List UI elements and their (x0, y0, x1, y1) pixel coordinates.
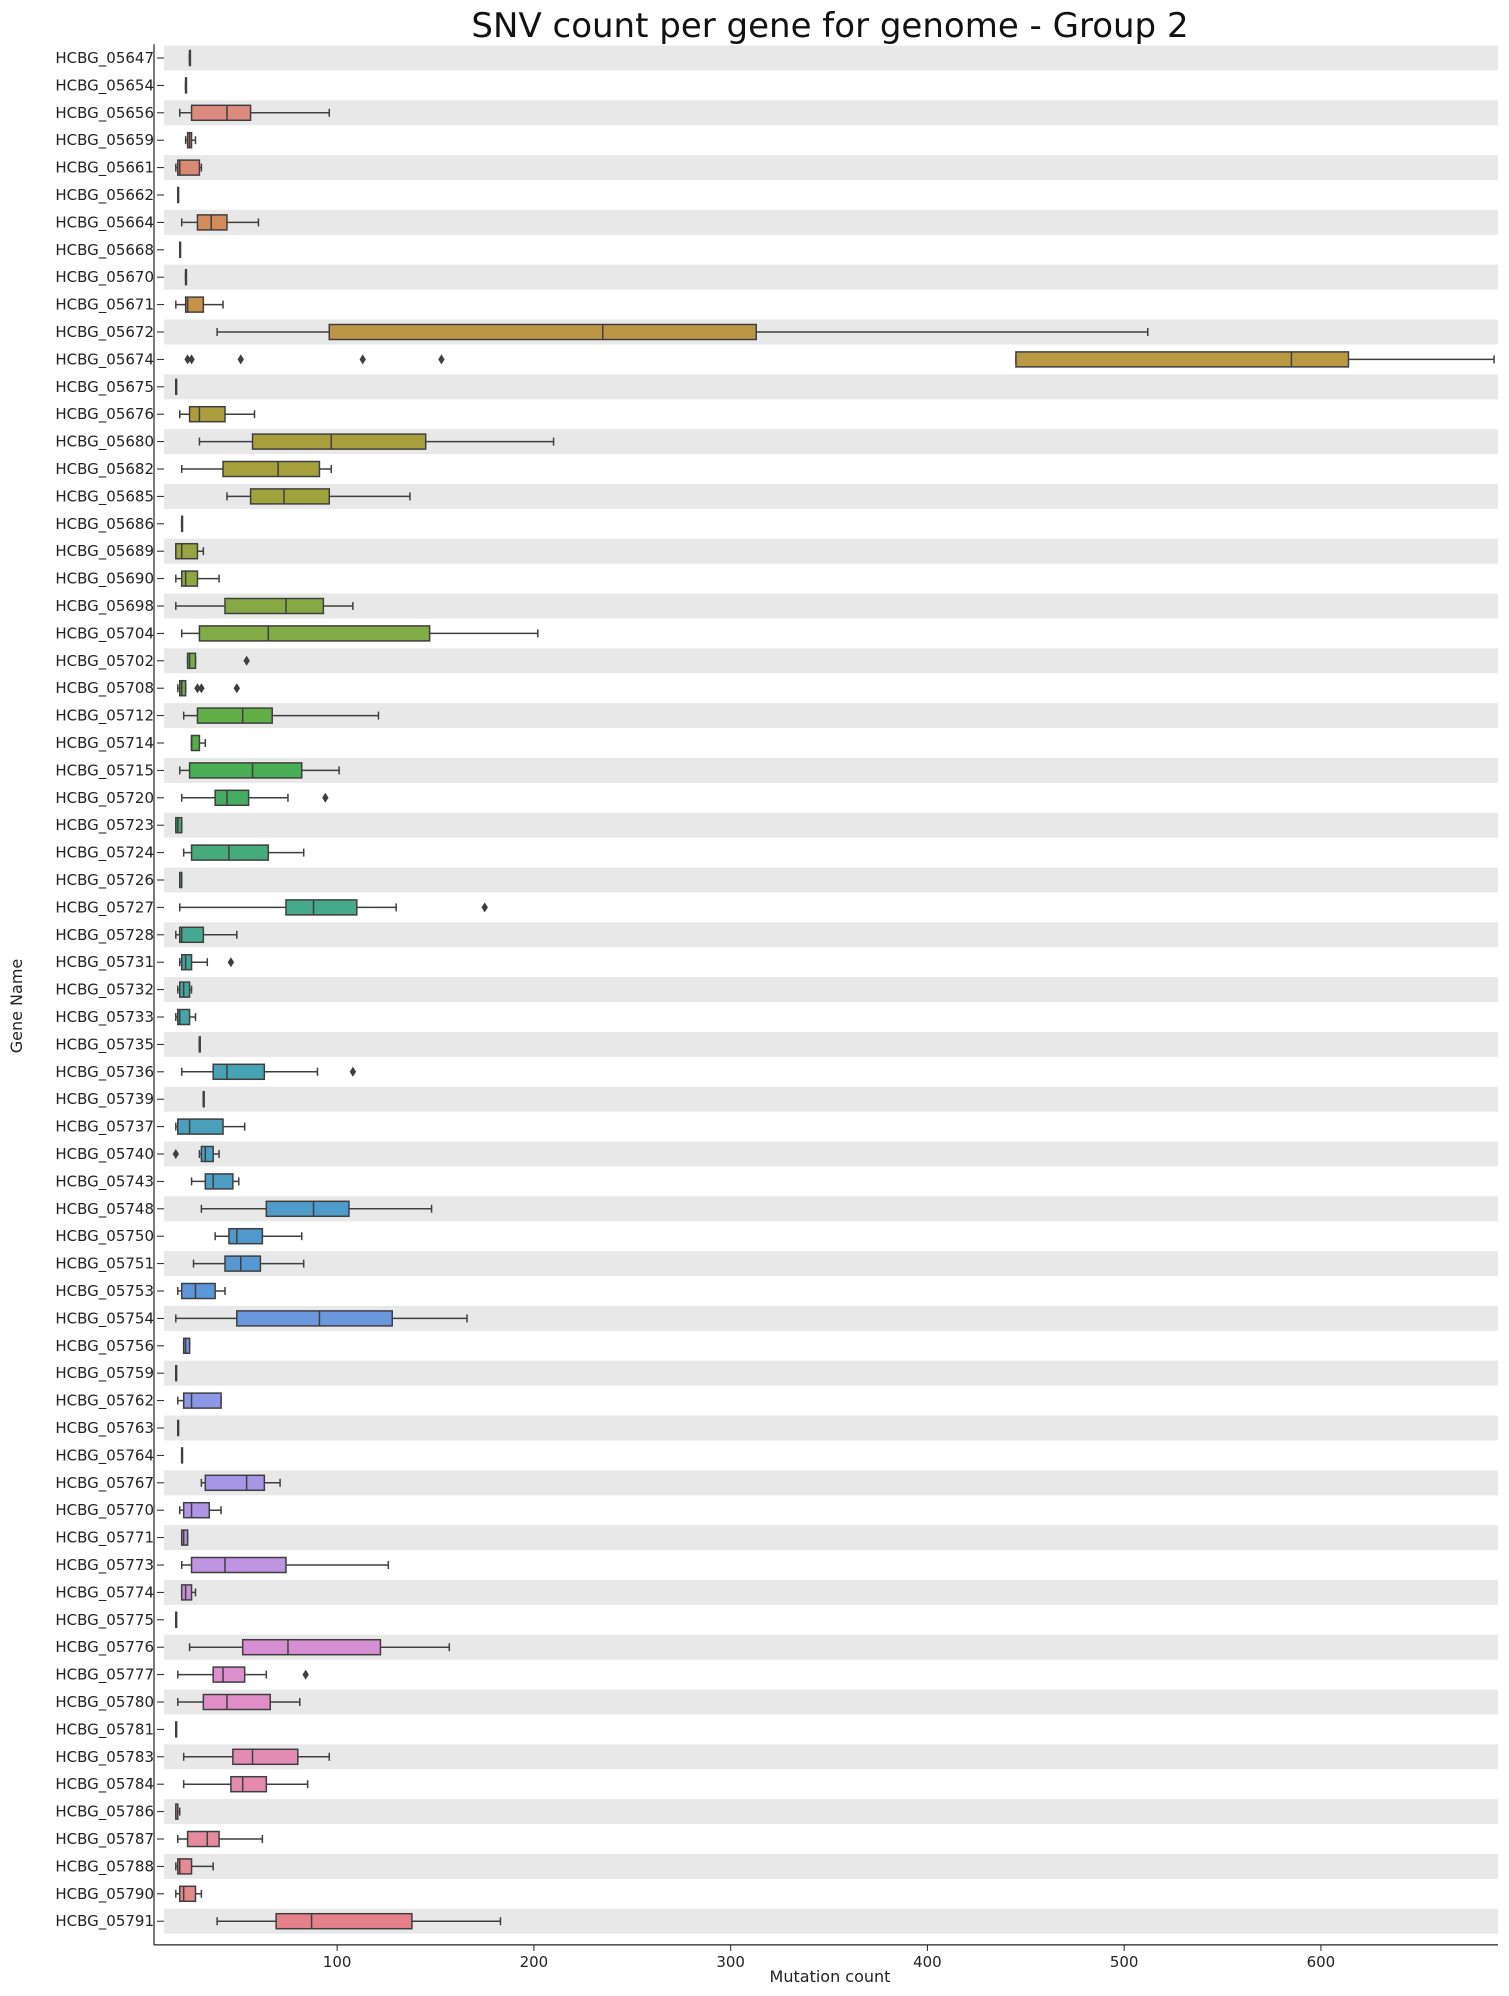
outlier-point (228, 957, 234, 967)
y-tick-label: HCBG_05791 (55, 1912, 154, 1931)
y-tick-label: HCBG_05750 (55, 1227, 154, 1246)
box-hcbg_05770 (180, 1503, 221, 1518)
y-tick-label: HCBG_05771 (55, 1528, 154, 1547)
y-tick-label: HCBG_05702 (55, 651, 154, 670)
box-iqr (188, 1832, 219, 1847)
box-iqr (237, 1311, 392, 1326)
box-iqr (197, 215, 227, 230)
y-tick-label: HCBG_05704 (55, 624, 154, 643)
y-tick-label: HCBG_05690 (55, 569, 154, 588)
box-iqr (178, 1119, 223, 1134)
box-iqr (205, 1475, 264, 1490)
box-iqr (190, 763, 302, 778)
x-tick-label: 200 (519, 1952, 549, 1971)
box-hcbg_05775 (176, 1612, 177, 1627)
box-iqr (243, 1640, 381, 1655)
y-tick-label: HCBG_05756 (55, 1336, 154, 1355)
y-tick-label: HCBG_05682 (55, 460, 154, 478)
row-band (164, 155, 1498, 180)
y-tick-label: HCBG_05787 (55, 1830, 154, 1848)
row-band (164, 1032, 1498, 1057)
box-iqr (190, 407, 225, 422)
y-tick-label: HCBG_05670 (55, 268, 154, 287)
box-iqr (182, 1530, 188, 1545)
box-hcbg_05764 (182, 1448, 183, 1463)
box-iqr (180, 1886, 196, 1901)
row-band (164, 594, 1498, 619)
y-tick-label: HCBG_05763 (55, 1419, 154, 1437)
y-tick-label: HCBG_05714 (55, 734, 154, 752)
box-hcbg_05690 (176, 571, 219, 586)
y-tick-label: HCBG_05736 (55, 1062, 154, 1081)
box-iqr (182, 955, 192, 970)
y-axis-label: Gene Name (7, 958, 26, 1054)
box-iqr (266, 1201, 349, 1216)
outlier-point (234, 683, 240, 693)
box-hcbg_05763 (178, 1421, 179, 1436)
y-tick-label: HCBG_05773 (55, 1556, 154, 1574)
box-iqr (192, 1558, 286, 1573)
row-band (164, 265, 1498, 290)
y-tick-label: HCBG_05674 (55, 350, 154, 369)
x-tick-label: 100 (322, 1952, 352, 1971)
row-band (164, 210, 1498, 235)
box-hcbg_05659 (186, 133, 196, 148)
outlier-point (188, 354, 194, 364)
box-iqr (199, 626, 429, 641)
row-band (164, 1744, 1498, 1769)
y-tick-label: HCBG_05737 (55, 1117, 154, 1136)
y-tick-label: HCBG_05712 (55, 706, 154, 725)
y-tick-label: HCBG_05780 (55, 1693, 154, 1711)
row-band (164, 1361, 1498, 1386)
x-tick-label: 500 (1109, 1952, 1139, 1971)
box-hcbg_05682 (182, 462, 332, 477)
box-iqr (203, 1695, 270, 1710)
box-hcbg_05674 (184, 352, 1494, 367)
box-hcbg_05756 (184, 1338, 190, 1353)
y-tick-label: HCBG_05753 (55, 1282, 154, 1300)
outlier-point (482, 902, 488, 912)
x-tick-label: 400 (913, 1952, 942, 1971)
box-iqr (286, 900, 357, 915)
y-tick-label: HCBG_05647 (55, 49, 154, 67)
y-tick-label: HCBG_05774 (55, 1583, 154, 1602)
box-iqr (225, 599, 323, 614)
box-hcbg_05739 (203, 1092, 204, 1107)
box-hcbg_05704 (182, 626, 538, 641)
y-tick-label: HCBG_05676 (55, 405, 154, 424)
box-iqr (176, 544, 198, 559)
y-tick-label: HCBG_05788 (55, 1857, 154, 1876)
box-hcbg_05723 (176, 818, 182, 833)
y-tick-label: HCBG_05732 (55, 980, 154, 999)
box-iqr (180, 681, 186, 696)
chart-title: SNV count per gene for genome - Group 2 (471, 6, 1189, 46)
box-hcbg_05736 (182, 1064, 356, 1079)
row-band (164, 1799, 1498, 1824)
row-band (164, 1525, 1498, 1550)
y-tick-label: HCBG_05767 (55, 1473, 154, 1492)
x-tick-label: 300 (716, 1952, 745, 1971)
y-tick-label: HCBG_05654 (55, 76, 154, 95)
box-hcbg_05787 (178, 1832, 263, 1847)
y-tick-label: HCBG_05740 (55, 1145, 154, 1163)
y-tick-label: HCBG_05733 (55, 1008, 154, 1026)
box-hcbg_05743 (192, 1174, 239, 1189)
box-iqr (184, 1503, 210, 1518)
row-band (164, 46, 1498, 71)
box-hcbg_05759 (176, 1366, 177, 1381)
row-band (164, 813, 1498, 838)
y-tick-label: HCBG_05668 (55, 240, 154, 259)
row-band (164, 868, 1498, 893)
y-tick-label: HCBG_05661 (55, 158, 154, 177)
box-hcbg_05731 (180, 955, 234, 970)
box-iqr (231, 1777, 266, 1792)
y-tick-label: HCBG_05675 (55, 377, 154, 396)
box-iqr (201, 1147, 213, 1162)
box-hcbg_05781 (176, 1722, 177, 1737)
y-tick-label: HCBG_05748 (55, 1199, 154, 1218)
x-axis-label: Mutation count (769, 1967, 891, 1986)
row-band (164, 1854, 1498, 1879)
y-tick-label: HCBG_05739 (55, 1090, 154, 1109)
y-tick-label: HCBG_05728 (55, 925, 154, 944)
box-hcbg_05732 (178, 982, 192, 997)
y-tick-label: HCBG_05784 (55, 1775, 154, 1794)
y-tick-label: HCBG_05783 (55, 1747, 154, 1766)
y-tick-label: HCBG_05735 (55, 1035, 154, 1054)
box-hcbg_05771 (182, 1530, 188, 1545)
row-band (164, 1690, 1498, 1715)
y-tick-label: HCBG_05685 (55, 487, 154, 506)
box-iqr (276, 1914, 412, 1929)
y-tick-label: HCBG_05659 (55, 131, 154, 150)
box-hcbg_05708 (178, 681, 240, 696)
box-iqr (182, 1585, 192, 1600)
box-hcbg_05784 (184, 1777, 308, 1792)
box-iqr (192, 736, 200, 751)
y-tick-label: HCBG_05656 (55, 103, 154, 122)
box-iqr (188, 653, 196, 668)
box-iqr (197, 708, 272, 723)
box-iqr (329, 325, 756, 340)
outlier-point (360, 354, 366, 364)
box-hcbg_05790 (176, 1886, 202, 1901)
y-tick-label: HCBG_05764 (55, 1446, 154, 1465)
y-tick-label: HCBG_05759 (55, 1364, 154, 1383)
row-band (164, 1470, 1498, 1495)
y-tick-label: HCBG_05686 (55, 514, 154, 533)
box-hcbg_05777 (178, 1667, 309, 1682)
box-hcbg_05762 (178, 1393, 221, 1408)
box-iqr (215, 790, 248, 805)
box-iqr (192, 105, 251, 120)
box-iqr (182, 571, 198, 586)
y-tick-label: HCBG_05708 (55, 679, 154, 698)
box-hcbg_05737 (176, 1119, 245, 1134)
box-hcbg_05727 (180, 900, 488, 915)
box-hcbg_05662 (178, 188, 179, 203)
outlier-point (438, 354, 444, 364)
y-tick-label: HCBG_05689 (55, 542, 154, 561)
box-iqr (182, 1284, 215, 1299)
box-hcbg_05726 (180, 873, 182, 888)
row-band (164, 758, 1498, 783)
row-band (164, 539, 1498, 564)
box-hcbg_05671 (176, 297, 223, 312)
box-hcbg_05670 (186, 270, 187, 285)
box-hcbg_05647 (190, 51, 191, 66)
box-hcbg_05733 (176, 1010, 196, 1025)
box-iqr (229, 1229, 262, 1244)
outlier-point (350, 1067, 356, 1077)
box-iqr (233, 1749, 298, 1764)
y-tick-label: HCBG_05776 (55, 1638, 154, 1657)
box-iqr (213, 1667, 244, 1682)
row-band (164, 922, 1498, 947)
y-tick-label: HCBG_05724 (55, 843, 154, 862)
y-tick-label: HCBG_05726 (55, 871, 154, 889)
outlier-point (198, 683, 204, 693)
box-iqr (1016, 352, 1349, 367)
box-iqr (205, 1174, 233, 1189)
box-hcbg_05750 (215, 1229, 302, 1244)
row-band (164, 1580, 1498, 1605)
box-hcbg_05675 (176, 379, 177, 394)
row-band (164, 977, 1498, 1002)
box-hcbg_05686 (182, 516, 183, 531)
box-iqr (178, 160, 200, 175)
box-hcbg_05654 (186, 78, 187, 93)
outlier-point (238, 354, 244, 364)
box-hcbg_05735 (199, 1037, 200, 1052)
box-hcbg_05676 (180, 407, 255, 422)
box-hcbg_05773 (182, 1558, 389, 1573)
y-tick-label: HCBG_05671 (55, 295, 154, 314)
y-tick-label: HCBG_05731 (55, 953, 154, 972)
y-tick-label: HCBG_05754 (55, 1309, 154, 1328)
y-tick-label: HCBG_05777 (55, 1665, 154, 1684)
box-iqr (180, 982, 190, 997)
y-tick-label: HCBG_05770 (55, 1501, 154, 1520)
y-tick-label: HCBG_05664 (55, 213, 154, 232)
box-iqr (192, 845, 269, 860)
x-tick-label: 600 (1306, 1952, 1336, 1971)
row-band (164, 100, 1498, 125)
y-tick-label: HCBG_05672 (55, 323, 154, 341)
box-hcbg_05753 (178, 1284, 225, 1299)
box-iqr (223, 462, 319, 477)
y-tick-label: HCBG_05781 (55, 1720, 154, 1739)
box-iqr (213, 1064, 264, 1079)
box-hcbg_05724 (184, 845, 304, 860)
y-tick-label: HCBG_05751 (55, 1254, 154, 1273)
y-tick-label: HCBG_05680 (55, 432, 154, 451)
box-iqr (184, 1338, 190, 1353)
box-hcbg_05668 (180, 242, 181, 257)
box-iqr (251, 489, 330, 504)
box-iqr (176, 818, 182, 833)
y-tick-label: HCBG_05723 (55, 816, 154, 835)
box-hcbg_05661 (176, 160, 202, 175)
row-band (164, 648, 1498, 673)
row-band (164, 1251, 1498, 1276)
y-tick-label: HCBG_05786 (55, 1802, 154, 1821)
outlier-point (322, 793, 328, 803)
y-tick-label: HCBG_05743 (55, 1172, 154, 1191)
box-iqr (253, 434, 426, 449)
box-iqr (184, 1393, 221, 1408)
box-iqr (225, 1256, 260, 1271)
row-band (164, 1087, 1498, 1112)
y-tick-label: HCBG_05698 (55, 597, 154, 615)
y-tick-label: HCBG_05762 (55, 1391, 154, 1410)
box-hcbg_05720 (182, 790, 329, 805)
row-band (164, 1142, 1498, 1167)
box-hcbg_05714 (192, 736, 206, 751)
box-iqr (180, 927, 204, 942)
y-axis (55, 44, 164, 1945)
y-tick-label: HCBG_05790 (55, 1884, 154, 1903)
y-tick-label: HCBG_05662 (55, 186, 154, 204)
row-band (164, 374, 1498, 399)
y-tick-label: HCBG_05715 (55, 761, 154, 780)
row-band (164, 1416, 1498, 1441)
y-tick-label: HCBG_05720 (55, 788, 154, 807)
y-tick-label: HCBG_05775 (55, 1610, 154, 1629)
outlier-point (302, 1670, 308, 1680)
y-tick-label: HCBG_05727 (55, 898, 154, 917)
